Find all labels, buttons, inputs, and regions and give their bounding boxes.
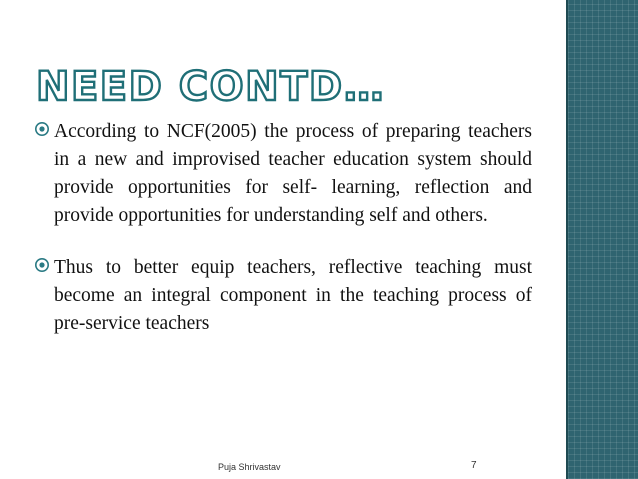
footer-page-number: 7 (471, 460, 477, 471)
bullet-item (34, 118, 532, 230)
bullet-text: According to NCF(2005) the process of preparing teachers in a new and improvised teacher education system should provide opportunities for self- learning, reflection and provide opportunities for understanding self and others. (54, 121, 532, 226)
footer-author: Puja Shrivastav (218, 462, 281, 472)
decorative-sidebar (568, 0, 638, 479)
bullet-text: Thus to better equip teachers, reflective teaching must become an integral component in the teaching process of pre-service teachers (54, 257, 532, 334)
ornate-bullet-icon (34, 121, 50, 137)
slide-title (34, 60, 554, 110)
slide-title-text: NEED CONTD… (36, 64, 386, 110)
bullet-list (34, 118, 532, 338)
ornate-bullet-icon (34, 257, 50, 273)
bullet-item (34, 254, 532, 338)
slide-title-graphic (34, 60, 554, 110)
